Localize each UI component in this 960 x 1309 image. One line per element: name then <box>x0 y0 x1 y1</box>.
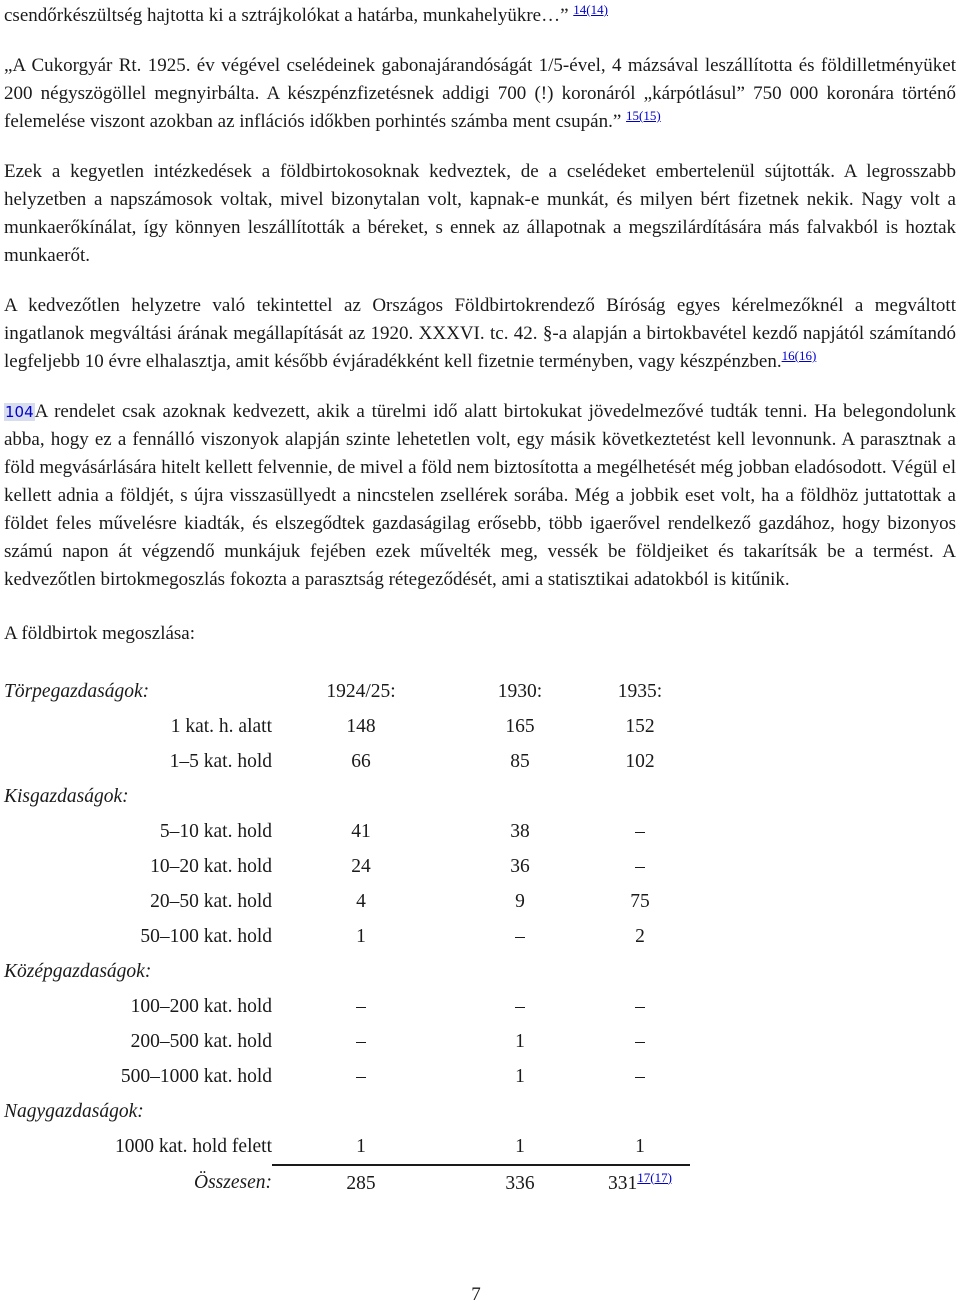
table-row <box>4 919 690 954</box>
row-label: 10–20 kat. hold <box>150 855 272 877</box>
cell: 85 <box>510 750 530 772</box>
cell: 1 <box>356 1135 366 1157</box>
cell: 1 <box>515 1135 525 1157</box>
cell: 1 <box>356 925 366 947</box>
cell: – <box>635 995 645 1017</box>
page-number: 7 <box>471 1284 481 1305</box>
paragraph <box>4 292 956 376</box>
cell: 24 <box>351 855 371 877</box>
table-row <box>4 1059 690 1094</box>
table-header-row <box>4 674 690 709</box>
table-row <box>4 989 690 1024</box>
table-row <box>4 814 690 849</box>
cell: 148 <box>346 715 376 737</box>
table-row <box>4 709 690 744</box>
group-label: Középgazdaságok: <box>4 960 152 982</box>
row-label: 200–500 kat. hold <box>130 1030 272 1052</box>
footnote-link[interactable]: 15(15) <box>626 108 661 123</box>
table-row <box>4 744 690 779</box>
quote-paragraph <box>4 52 956 136</box>
cell: – <box>635 1065 645 1087</box>
cell: – <box>515 925 525 947</box>
land-distribution-table <box>4 674 690 1201</box>
footnote-link[interactable]: 16(16) <box>781 348 817 363</box>
document-page <box>4 0 956 1201</box>
cell: 165 <box>505 715 535 737</box>
column-header: 1930: <box>497 680 543 702</box>
footnote-link[interactable]: 14(14) <box>573 2 608 17</box>
cell: 152 <box>625 715 655 737</box>
paragraph-text: csendőrkészültség hajtotta ki a sztrájkolókat a határba, munkahelyükre…” <box>4 5 569 26</box>
cell: 1 <box>515 1065 525 1087</box>
cell: 66 <box>351 750 371 772</box>
cell: – <box>356 1030 366 1052</box>
table-group-row <box>4 954 690 989</box>
group-label: Kisgazdaságok: <box>4 785 129 807</box>
total-value: 331 <box>608 1172 638 1194</box>
table-group-row <box>4 1094 690 1129</box>
cell: – <box>635 1030 645 1052</box>
cell: – <box>515 995 525 1017</box>
total-label: Összesen: <box>194 1172 272 1193</box>
row-label: 5–10 kat. hold <box>159 820 272 842</box>
footnote-link[interactable]: 17(17) <box>637 1169 672 1185</box>
table-row <box>4 1129 690 1165</box>
cell: 102 <box>625 750 655 772</box>
cell: – <box>356 995 366 1017</box>
table-row <box>4 849 690 884</box>
row-label: 1000 kat. hold felett <box>114 1136 272 1157</box>
row-label: 100–200 kat. hold <box>130 995 272 1017</box>
cell: – <box>356 1065 366 1087</box>
total-cell: 285 <box>272 1165 450 1201</box>
cell: 38 <box>510 820 530 842</box>
paragraph-text: A kedvezőtlen helyzetre való tekintettel az Országos Földbirtokrendező Bíróság egyes kérelmezőknél a megváltott ingatlanok megváltási árának megállapítását az 1920. XXXVI. tc. 42. §-a alapján a birtokbavétel kezdő napjától számítandó legfeljebb 10 évre elhalasztja, amit később évjáradékként kell fizetnie terményben, vagy készpénzben. <box>4 295 956 372</box>
paragraph: Ezek a kegyetlen intézkedések a földbirtokosoknak kedveztek, de a cselédeket embertelenül sújtották. A legrosszabb helyzetben a napszámosok voltak, mivel bizonytalan volt, kapnak-e munkát, és milyen bért fizetnek nekik. Nagy volt a munkaerőkínálat, így könnyen leszállították a béreket, s ennek az állapotnak a megszilárdítására más falvakból is hoztak munkaerőt. <box>4 161 956 266</box>
cell: 75 <box>630 890 650 912</box>
table-row <box>4 1024 690 1059</box>
column-header: 1935: <box>617 680 663 702</box>
table-group-row <box>4 779 690 814</box>
row-label: 50–100 kat. hold <box>140 925 272 947</box>
group-label: Törpegazdaságok: <box>4 680 150 702</box>
paragraph-text: A rendelet csak azoknak kedvezett, akik a türelmi idő alatt birtokukat jövedelmezővé tudták tenni. Ha belegondolunk abba, hogy ez a fennálló viszonyok alapján szinte lehetetlen volt, egy másik következtetést kell levonnunk. A parasztnak a föld megvásárlására hitelt kellett felvennie, de mivel a föld nem biztosította a megélhetését még jobban eladósodott. Végül el kellett adnia a földjét, s újra visszasüllyedt a nincstelen zsellérek sorába. Még a jobbik eset volt, ha a földhöz juttatottak a földet feles művelésre kiadták, és elszegődtek gazdaságilag erősebb, több igaerővel rendelkező gazdához, hogy bizonyos számú napon át végzendő munkájuk fejében ezek művelték meg, vessék be földjeiket és takarítsák be a termést. A kedvezőtlen birtokmegoszlás fokozta a parasztság rétegeződését, ami a statisztikai adatokból is kitűnik. <box>4 401 956 590</box>
column-header: 1924/25: <box>326 680 396 702</box>
cell: 1 <box>635 1135 645 1157</box>
total-cell: 336 <box>450 1165 590 1201</box>
cell: 41 <box>351 820 371 842</box>
table-row <box>4 884 690 919</box>
cell: – <box>635 820 645 842</box>
table-total-row <box>4 1165 690 1201</box>
page-marker[interactable]: 104 <box>5 403 34 421</box>
cell: 9 <box>515 890 525 912</box>
group-label: Nagygazdaságok: <box>4 1100 144 1122</box>
paragraph-text: „A Cukorgyár Rt. 1925. év végével cselédeinek gabonajárandóságát 1/5-ével, 4 mázsával leszállította és földilletményüket 200 négyszögöllel megnyirbálta. A készpénzfizetésnek addigi 700 (!) koronáról „kárpótlásul” 750 000 koronára történő felemelése viszont azokban az inflációs időkben porhintés számba ment csupán.” <box>4 55 956 132</box>
cell: – <box>635 855 645 877</box>
paragraph <box>4 398 956 594</box>
paragraph <box>4 0 956 30</box>
row-label: 1–5 kat. hold <box>169 750 272 772</box>
cell: 1 <box>515 1030 525 1052</box>
cell: 4 <box>356 890 366 912</box>
cell: 2 <box>635 925 645 947</box>
cell: 36 <box>510 855 530 877</box>
row-label: 500–1000 kat. hold <box>120 1065 272 1087</box>
total-cell <box>590 1165 690 1201</box>
table-caption: A földbirtok megoszlása: <box>4 623 196 644</box>
row-label: 1 kat. h. alatt <box>170 715 272 737</box>
row-label: 20–50 kat. hold <box>150 890 272 912</box>
